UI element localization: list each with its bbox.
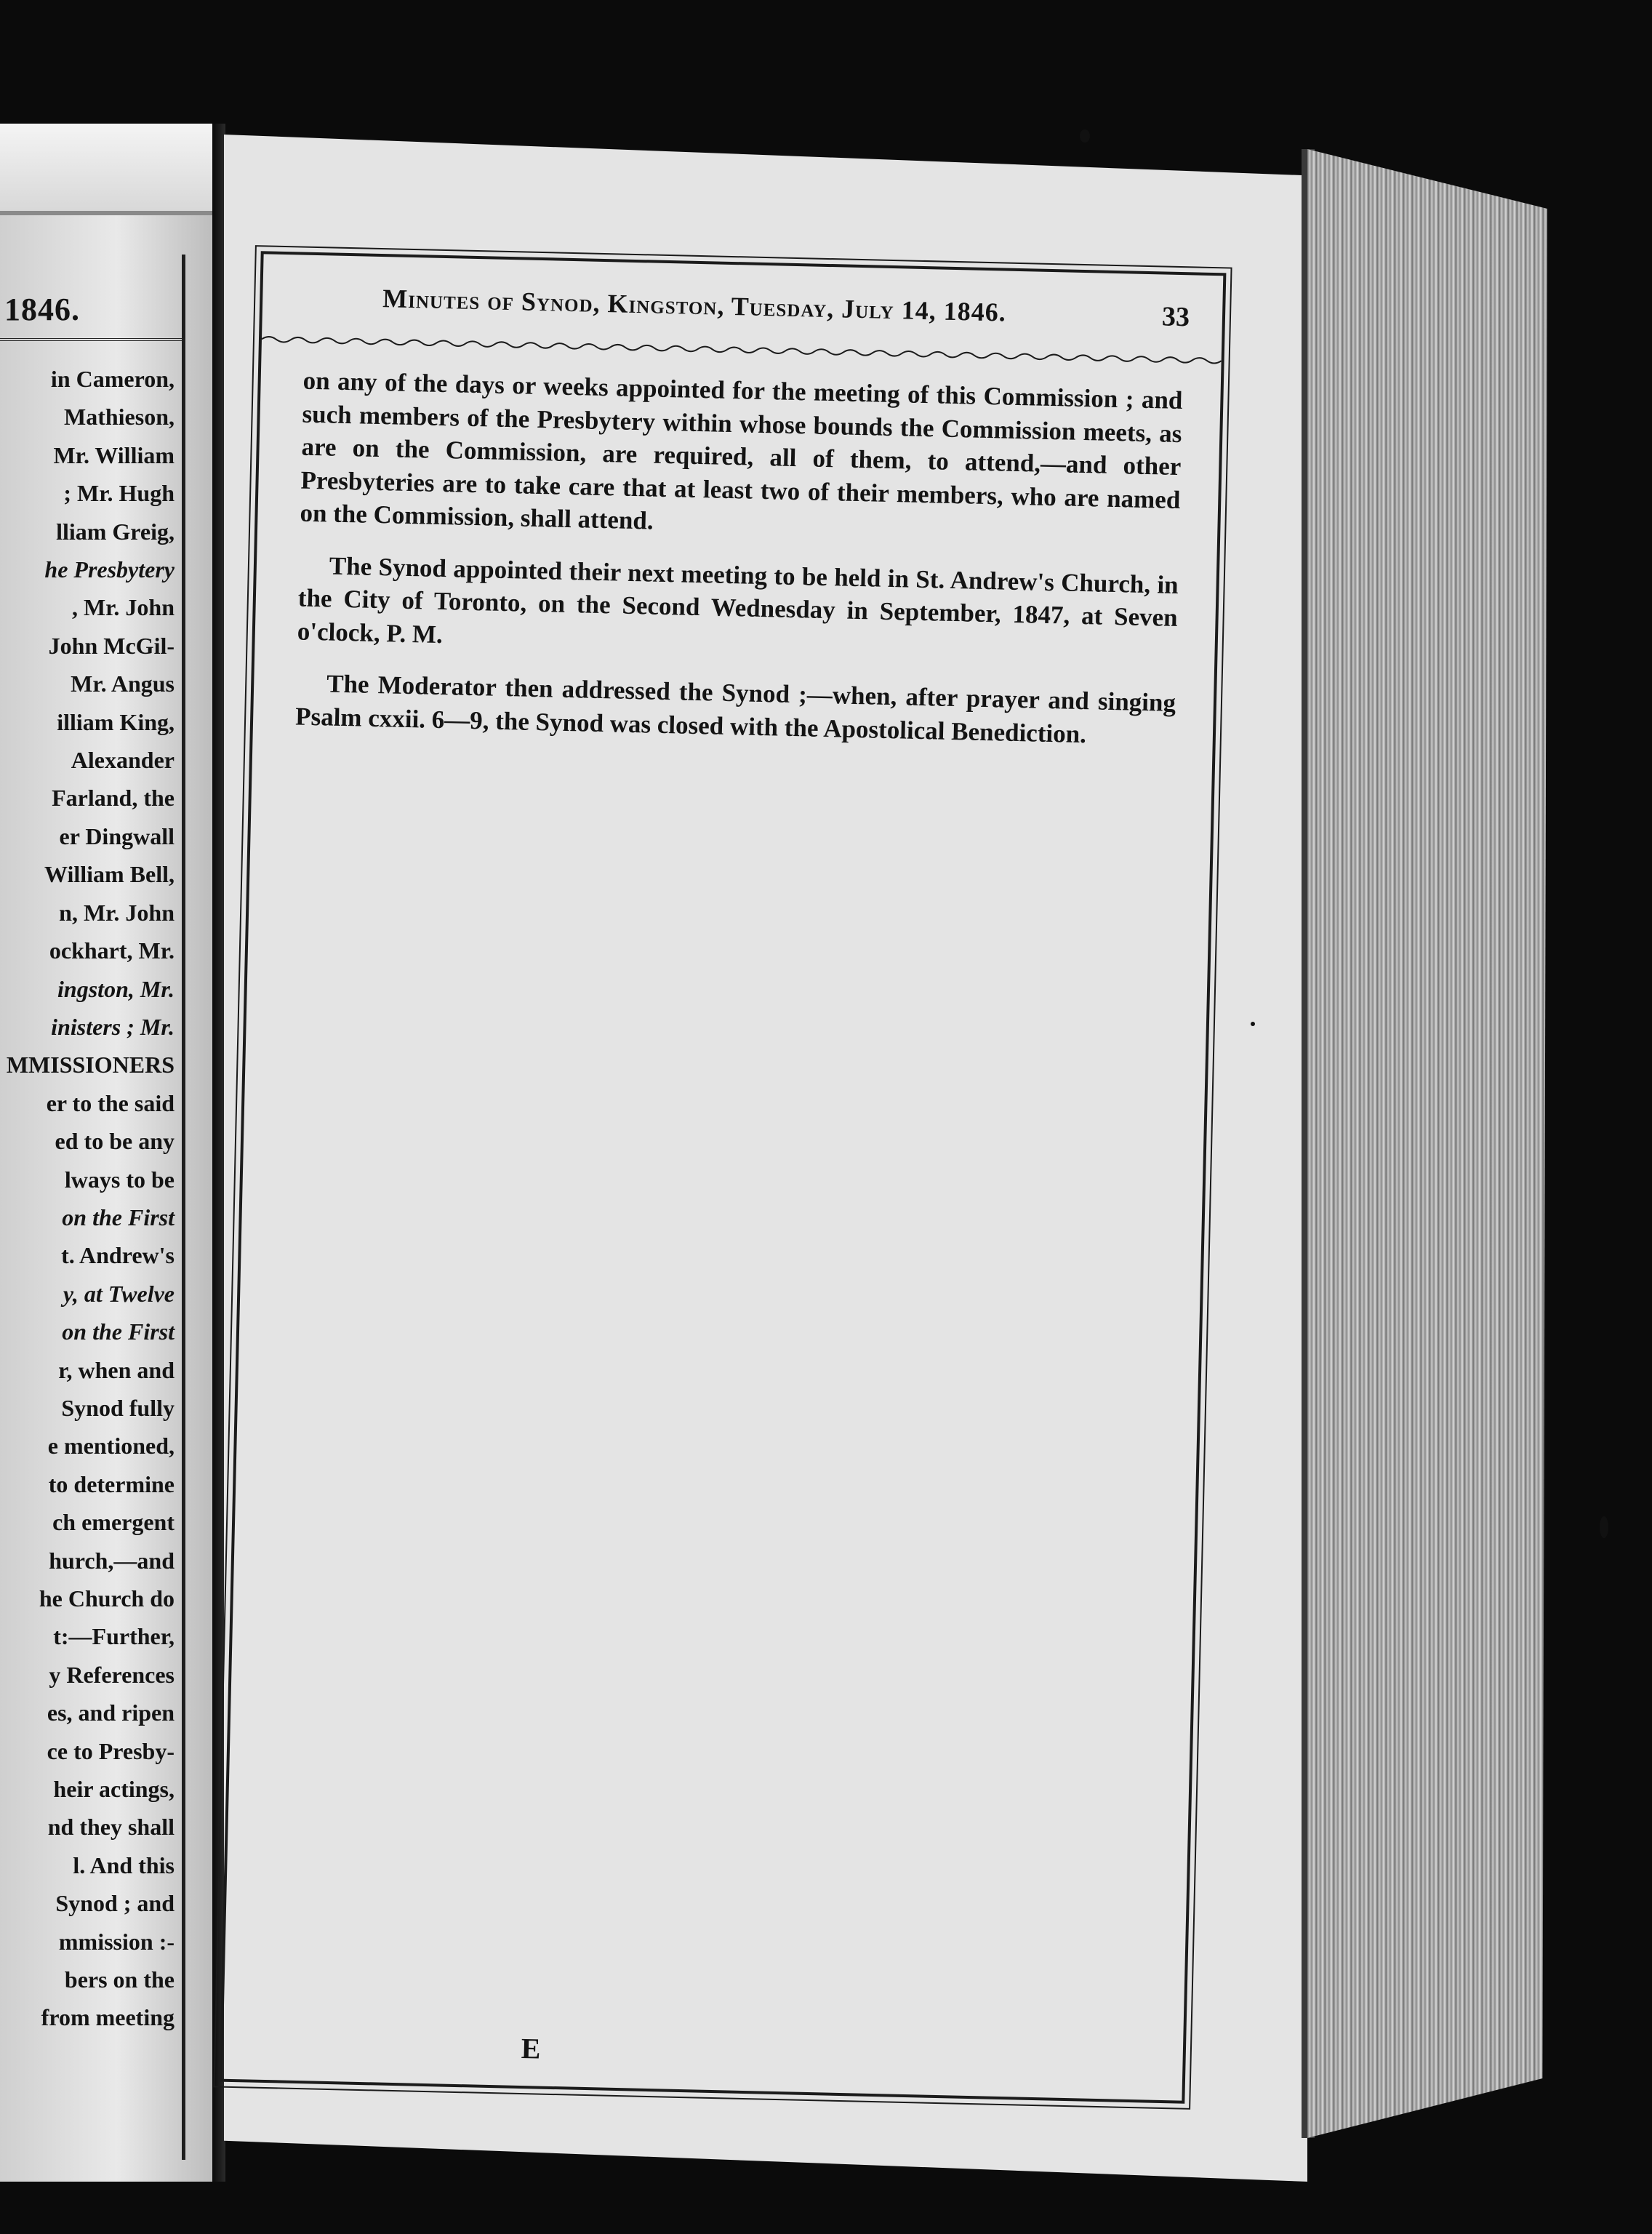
dust-speck	[1600, 1516, 1608, 1538]
left-page-line: Mathieson,	[64, 404, 175, 431]
left-page-line: lliam Greig,	[56, 518, 175, 545]
wavy-rule	[262, 334, 1222, 366]
left-page-line: he Church do	[39, 1585, 175, 1612]
left-facing-page	[0, 124, 212, 2182]
left-page-line: es, and ripen	[47, 1699, 175, 1726]
left-page-header: 1846.	[4, 292, 80, 327]
left-page-line: er to the said	[46, 1089, 175, 1116]
left-page-line: hurch,—and	[49, 1547, 175, 1574]
left-page-line: lways to be	[64, 1166, 175, 1193]
left-page-line: bers on the	[64, 1966, 175, 1993]
left-page-line: l. And this	[73, 1851, 175, 1878]
left-page-line: ed to be any	[55, 1128, 175, 1155]
left-page-line: ; Mr. Hugh	[63, 480, 175, 507]
left-page-line: from meeting	[41, 2004, 175, 2031]
left-page-curl	[0, 124, 212, 215]
dust-speck	[1080, 129, 1090, 143]
left-page-line: John McGil-	[48, 632, 175, 659]
left-page-line: ingston, Mr.	[57, 975, 175, 1002]
left-page-line: y, at Twelve	[63, 1280, 175, 1307]
left-page-line: mmission :-	[58, 1928, 175, 1955]
left-page-line: t. Andrew's	[61, 1242, 175, 1269]
left-frame-rule	[182, 255, 185, 2160]
page-edges	[1307, 149, 1547, 2138]
left-header-rule	[0, 338, 185, 341]
left-page-line: in Cameron,	[50, 366, 175, 392]
running-head: Minutes of Synod, Kingston, Tuesday, July 14, 1846.	[382, 284, 1007, 327]
left-page-line: Mr. Angus	[71, 670, 175, 697]
left-page-line: e mentioned,	[47, 1433, 175, 1460]
left-page-line: Mr. William	[53, 441, 175, 468]
left-page-line: t:—Further,	[53, 1623, 175, 1650]
left-page-line: ockhart, Mr.	[49, 937, 175, 964]
left-page-line: Alexander	[71, 747, 175, 774]
left-page-line: ce to Presby-	[47, 1737, 175, 1764]
dust-speck	[1251, 1022, 1255, 1026]
paragraph-closing: The Moderator then addressed the Synod ;—when, after prayer and singing Psalm cxxii. 6—9, the Synod was closed with the Apostolical Benediction.	[294, 669, 1176, 748]
signature-mark: E	[521, 2032, 541, 2065]
body-text	[294, 364, 1183, 772]
left-page-line: heir actings,	[53, 1776, 175, 1803]
paragraph-commission: on any of the days or weeks appointed for the meeting of this Commission ; and such members of the Presbytery within whose bounds the Commission meets, as are on the Commission, are required, all of them, to attend,—and other Presbyteries are to take care that at least two of their members, who are named on the Commission, shall attend.	[300, 366, 1183, 535]
left-page-line: n, Mr. John	[59, 899, 175, 926]
page-frame	[220, 251, 1227, 2103]
left-page-line: y References	[49, 1661, 175, 1688]
left-page-line: to determine	[48, 1470, 175, 1497]
left-page-line: , Mr. John	[71, 594, 175, 621]
left-page-text	[0, 360, 175, 2037]
left-page-line: r, when and	[58, 1356, 175, 1383]
left-page-line: MMISSIONERS	[6, 1052, 175, 1078]
paragraph-next-meeting: The Synod appointed their next meeting to be held in St. Andrew's Church, in the City of Toronto, on the Second Wednesday in September, 1847, at Seven o'clock, P. M.	[297, 551, 1179, 649]
left-page-line: nd they shall	[47, 1814, 175, 1841]
left-page-line: he Presbytery	[44, 556, 175, 583]
left-page-line: Synod fully	[61, 1394, 175, 1421]
left-page-line: William Bell,	[44, 861, 175, 888]
left-page-line: ch emergent	[52, 1509, 175, 1536]
left-page-line: on the First	[62, 1318, 175, 1345]
left-page-line: inisters ; Mr.	[51, 1013, 175, 1040]
left-page-line: illiam King,	[57, 708, 175, 735]
left-page-line: on the First	[62, 1204, 175, 1230]
left-page-line: Synod ; and	[55, 1890, 175, 1917]
page-number: 33	[1161, 301, 1190, 333]
left-page-line: er Dingwall	[59, 822, 175, 849]
left-page-line: Farland, the	[52, 785, 175, 812]
